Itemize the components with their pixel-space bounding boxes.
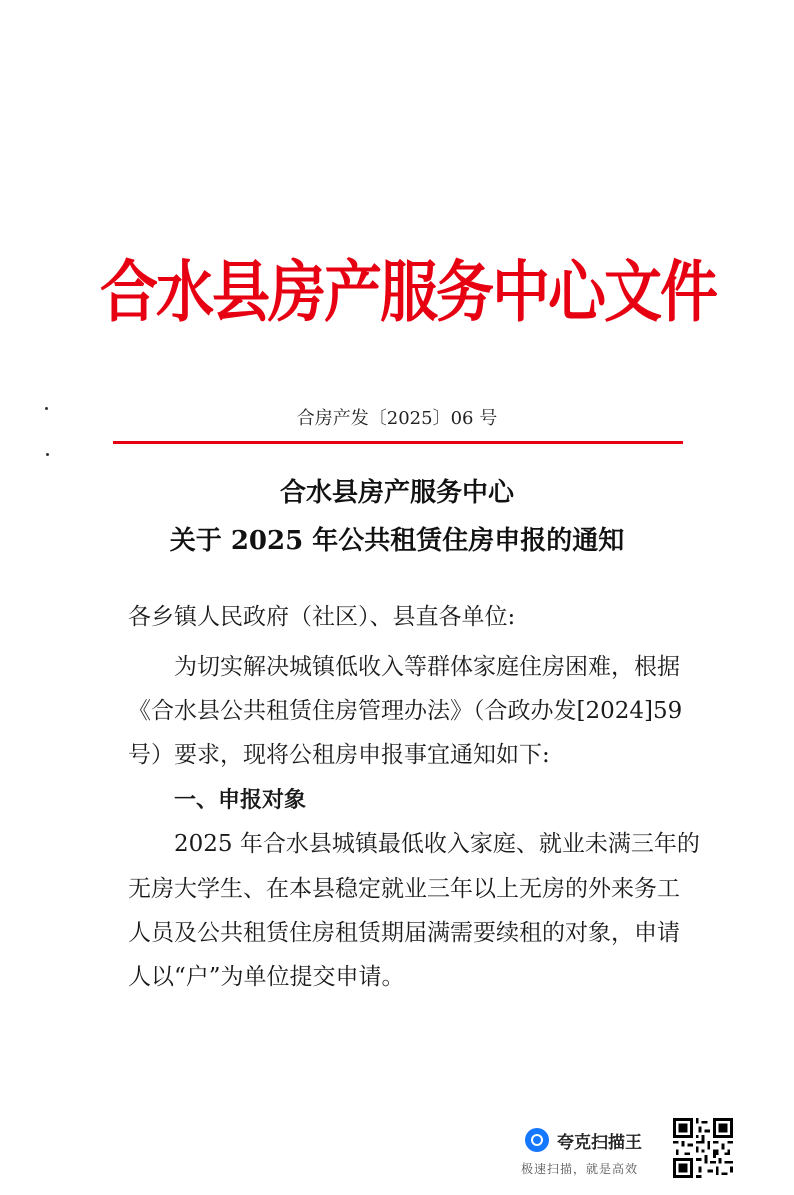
issuer-header: 合水县房产服务中心文件 — [100, 252, 717, 332]
watermark-slogan: 极速扫描，就是高效 — [521, 1162, 639, 1176]
paragraph2-line3: 人员及公共租赁住房租赁期届满需要续租的对象，申请 — [128, 920, 680, 946]
red-divider-line — [113, 441, 683, 444]
paragraph1-line2: 《合水县公共租赁住房管理办法》（合政办发[2024]59 — [128, 698, 683, 724]
paragraph1-line1: 为切实解决城镇低收入等群体家庭住房困难，根据 — [174, 654, 680, 680]
watermark-app-name: 夸克扫描王 — [557, 1133, 642, 1153]
scanner-watermark — [521, 1120, 751, 1180]
document-number: 合房产发〔2025〕06 号 — [296, 408, 498, 429]
document-title-line2: 关于 2025 年公共租赁住房申报的通知 — [169, 526, 625, 556]
paragraph2-line2: 无房大学生、在本县稳定就业三年以上无房的外来务工 — [128, 876, 680, 902]
salutation: 各乡镇人民政府（社区）、县直各单位: — [128, 604, 516, 630]
paragraph2-line4: 人以“户”为单位提交申请。 — [128, 964, 405, 990]
quark-logo-icon — [525, 1128, 549, 1152]
document-title-line1: 合水县房产服务中心 — [279, 478, 514, 508]
paragraph1-line3: 号）要求，现将公租房申报事宜通知如下: — [128, 742, 550, 768]
paragraph2-line1: 2025 年合水县城镇最低收入家庭、就业未满三年的 — [174, 831, 700, 857]
qr-code-icon — [673, 1118, 733, 1178]
section1-heading: 一、申报对象 — [174, 788, 307, 813]
scan-speck — [46, 453, 49, 456]
